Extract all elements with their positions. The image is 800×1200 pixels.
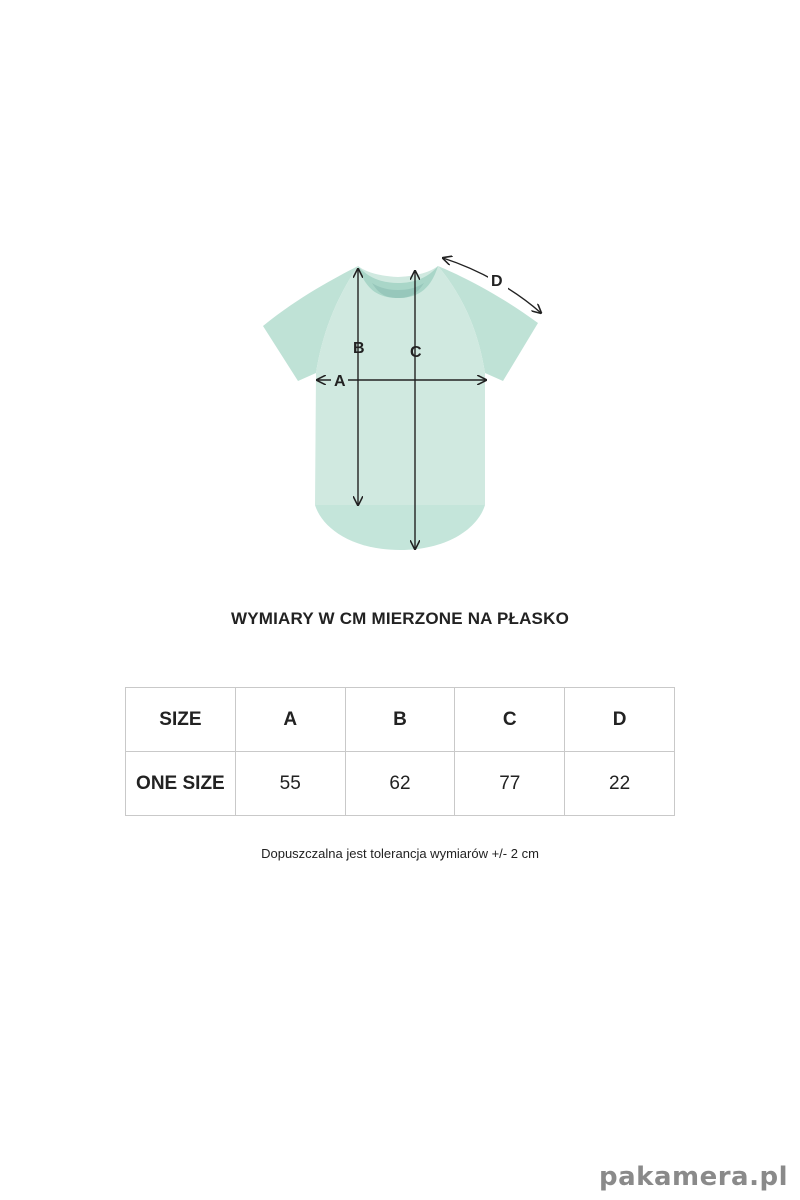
table-header-row — [126, 688, 675, 752]
header-cell-d: D — [565, 688, 675, 752]
value-a: 55 — [235, 752, 345, 816]
row-size-label: ONE SIZE — [126, 752, 236, 816]
header-cell-a: A — [235, 688, 345, 752]
page-title: WYMIARY W CM MIERZONE NA PŁASKO — [230, 609, 569, 628]
value-b: 62 — [345, 752, 455, 816]
header-cell-c: C — [455, 688, 565, 752]
dimension-d-label: D — [491, 273, 503, 290]
header-cell-size: SIZE — [126, 688, 236, 752]
size-table — [125, 687, 675, 816]
tshirt-hem — [315, 505, 485, 550]
watermark-logo: pakamera.pl — [599, 1162, 788, 1192]
header-cell-b: B — [345, 688, 455, 752]
table-row — [126, 752, 675, 816]
tolerance-note: Dopuszczalna jest tolerancja wymiarów +/- 2 cm — [261, 846, 539, 861]
dimension-b-label: B — [353, 340, 365, 357]
value-c: 77 — [455, 752, 565, 816]
dimension-a-label: A — [334, 373, 346, 390]
value-d: 22 — [565, 752, 675, 816]
dimension-c-label: C — [410, 344, 422, 361]
